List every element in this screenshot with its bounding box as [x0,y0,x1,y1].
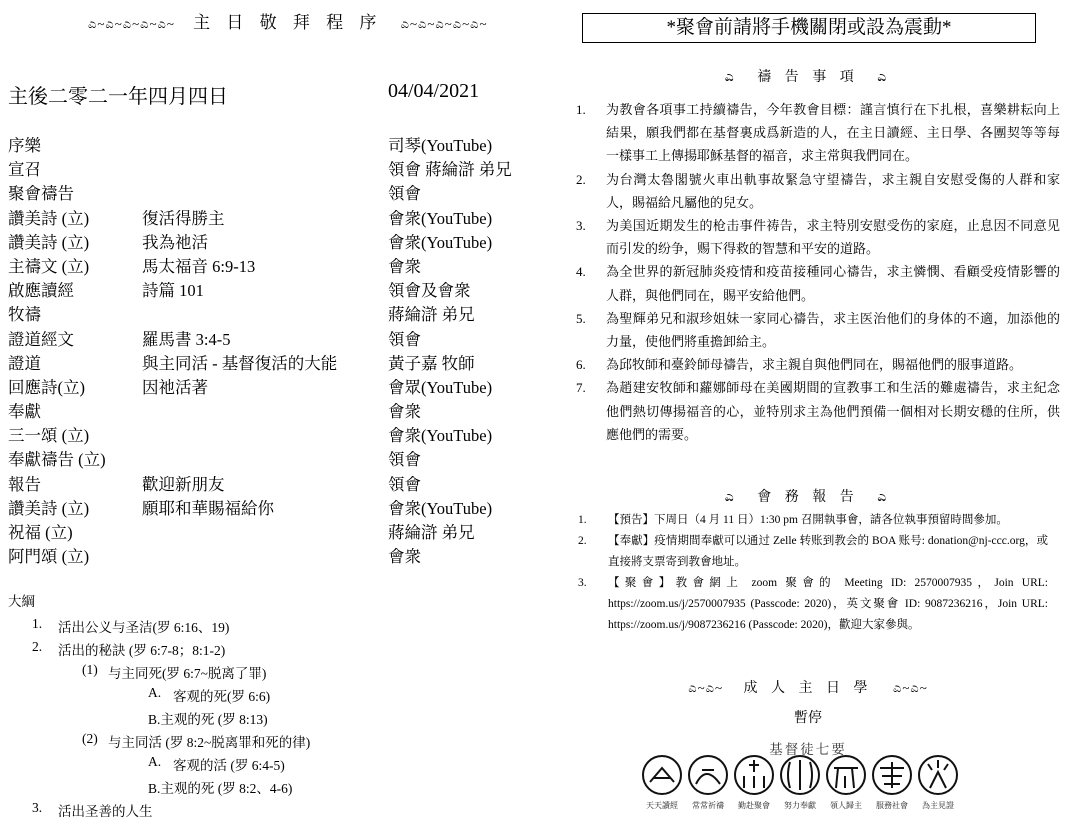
order-row [8,446,548,470]
order-item: 三一頌 (立) [8,426,90,446]
item-number: 1. [578,514,587,526]
seven-essentials-label: 為主見證 [922,801,954,810]
item-text: 為邱牧師和臺鈴師母禱告，求主親自與他們同在，賜福他們的服事道路。 [606,357,1023,373]
service-figure [880,762,904,788]
news-item [578,531,1048,573]
outline-text: 活出的秘訣 (罗 6:7-8；8:1-2) [58,643,226,658]
seven-essentials-label: 常常祈禱 [692,801,724,810]
order-item: 讚美詩 (立) [8,232,90,252]
order-row [8,301,548,325]
order-row [8,350,548,374]
prayer-item [576,168,1060,214]
seven-essentials-logo [640,754,970,814]
outline-label: 1. [32,616,43,631]
order-leader: 領會 [388,184,421,204]
sermon-outline [8,590,548,823]
outline-line [8,616,548,639]
ornament-icon: ಎ [877,490,892,505]
prayer-title-text: 禱 告 事 項 [757,70,859,85]
order-content: 馬太福音 6:9-13 [142,256,256,276]
order-item: 證道經文 [8,329,74,349]
date-chinese: 主後二零二一年四月四日 [8,86,228,108]
read-bible-icon [643,756,681,794]
order-leader: 會衆(YouTube) [388,232,493,252]
order-item: 啟應讀經 [8,281,74,301]
order-content: 羅馬書 3:4-5 [142,329,231,349]
order-item: 證道 [8,353,41,373]
order-leader: 會眾(YouTube) [388,377,493,397]
item-number: 1. [576,102,586,117]
seven-essentials-label: 努力奉獻 [784,801,816,810]
order-leader: 會衆 [388,256,421,276]
item-number: 6. [576,357,586,373]
seven-essentials-label: 勤赴聚會 [738,801,770,810]
order-row [8,253,548,277]
outline-label: A. [148,685,162,700]
evangelism-icon [827,756,865,794]
outline-line [8,662,548,685]
outline-line [8,639,548,662]
order-leader: 領會 蔣綸滸 弟兄 [388,160,512,180]
order-content: 與主同活 - 基督復活的大能 [142,353,338,373]
order-leader: 司琴(YouTube) [388,136,493,155]
item-number: 5. [576,310,586,326]
order-item: 讚美詩 (立) [8,498,90,518]
ornament-left: ಎ~ಎ~ಎ~ಎ~ಎ~ [88,16,175,31]
order-item: 阿門頌 (立) [8,547,90,567]
service-date [8,80,508,109]
prayer-item [576,353,1060,376]
item-text: 为美国近期发生的枪击事件祷告，求主特別安慰受伤的家庭，止息因不同意见而引发的纷争，赐下得救的智慧和平安的道路。 [606,218,1060,257]
date-numeric: 04/04/2021 [388,80,480,102]
order-item: 聚會禱告 [8,184,74,204]
order-item: 祝福 (立) [8,523,73,542]
prayer-item [576,98,1060,168]
order-content: 願耶和華賜福給你 [142,498,274,518]
news-item [578,573,1048,636]
pray-figure [696,770,720,784]
order-content: 復活得勝主 [142,208,225,228]
order-row [8,519,548,543]
ornament-icon: ಎ~ಎ~ [688,680,723,695]
order-row [8,422,548,446]
outline-label: (2) [82,731,98,746]
adult-class-status: 暫停 [794,711,822,726]
outline-text: 客观的死(罗 6:6) [173,689,271,704]
order-row [8,471,548,495]
outline-line [8,685,548,708]
seven-essentials-label: 領人歸主 [830,801,862,810]
order-item: 宣召 [8,160,41,180]
prayer-section-title [582,66,1034,86]
order-leader: 會衆(YouTube) [388,498,493,518]
order-content: 詩篇 101 [142,281,204,301]
order-row [8,543,548,567]
prayer-item [576,214,1060,260]
phone-notice-banner: *聚會前請將手機關閉或設為震動* [582,13,1036,43]
order-leader: 領會 [388,474,421,494]
order-leader: 會衆(YouTube) [388,208,493,228]
prayer-item [576,260,1060,306]
item-number: 3. [578,577,587,589]
item-text: 為趙建安牧師和蘿娜師母在美國期間的宣教事工和生活的難處禱告，求主紀念他們熱切傳揚福音的心，並特別求主為他們預備一個相对长期安穩的住所，供應他們的需要。 [606,380,1060,442]
order-leader: 會衆(YouTube) [388,426,493,446]
order-content: 因祂活著 [142,377,208,397]
outline-label: 2. [32,639,43,654]
item-number: 2. [576,171,586,187]
order-row [8,156,548,180]
outline-text: 与主同死(罗 6:7~脱离了罪) [108,666,267,681]
ornament-icon: ಎ [877,70,892,85]
outline-label: (1) [82,662,98,677]
item-text: 【聚會】教會網上 zoom 聚會的 Meeting ID: 2570007935，Join URL: https://zoom.us/j/2570007935 (Passcode: 2020)，英文聚會 ID: 9087236216，Join URL: https://zoom.us/j/9087236216 (Passcode: 2020)，歡迎大家參與。 [608,577,1048,631]
outline-text: 活出圣善的人生 [58,804,153,819]
item-number: 7. [576,380,586,396]
order-row [8,277,548,301]
ornament-icon: ಎ [724,490,739,505]
order-item: 奉獻禱告 (立) [8,450,106,470]
order-leader: 領會及會衆 [388,281,471,301]
ornament-right: ಎ~ಎ~ಎ~ಎ~ಎ~ [400,16,488,31]
order-item: 序樂 [8,136,41,155]
item-number: 2. [578,535,587,547]
worship-order [8,132,548,567]
outline-line [8,800,548,823]
order-leader: 會衆 [388,402,421,422]
order-row [8,326,548,350]
outline-text: 与主同活 (罗 8:2~脱离罪和死的律) [108,735,311,750]
order-row [8,132,548,156]
order-content: 我為祂活 [142,232,208,252]
item-text: 【奉獻】疫情期間奉獻可以通过 Zelle 转账到教会的 BOA 账号: donation@nj-ccc.org，或直接將支票寄到教會地址。 [608,535,1048,568]
outline-text: 活出公义与圣洁(罗 6:16、19) [58,620,230,635]
news-section-title [582,486,1034,506]
prayer-item [576,376,1060,446]
item-text: 为台灣太魯閣號火車出軌事故緊急守望禱告，求主親自安慰受傷的人群和家人，賜福給凡屬他的兒女。 [606,171,1060,210]
outline-label: 3. [32,800,43,815]
item-text: 为教會各項事工持續禱告，今年教會目標：謹言慎行在下扎根，喜樂耕耘向上結果，願我們都在基督裏成爲新造的人，在主日讀經、主日學、各團契等等每一樣事工上傳揚耶穌基督的福音，求主常與我們同在。 [606,102,1060,164]
page-header [88,8,488,33]
outline-label: A. [148,754,162,769]
adult-class-title-text: 成 人 主 日 學 [743,681,873,696]
order-leader: 蔣綸滸 弟兄 [388,523,475,542]
witness-figure [928,760,948,788]
item-number: 4. [576,264,586,280]
ornament-icon: ಎ~ಎ~ [893,680,928,695]
ornament-icon: ಎ [724,70,739,85]
order-item: 奉獻 [8,402,41,422]
item-text: 為聖輝弟兄和淑珍姐妹一家同心禱告，求主医治他们的身体的不適，加添他的力量，使他們將重擔卸給主。 [606,310,1060,350]
offering-figure [788,760,812,790]
order-content: 歡迎新朋友 [142,474,225,494]
news-title-text: 會 務 報 告 [757,490,859,505]
outline-line [8,708,548,731]
item-number: 3. [576,218,586,234]
page-title: 主 日 敬 拜 程 序 [193,13,383,32]
outline-text: B.主观的死 (罗 8:2、4-6) [148,781,293,796]
outline-line [8,754,548,777]
seven-essentials-title: 基督徒七要 [769,742,847,757]
order-row [8,398,548,422]
adult-class-title [582,677,1034,697]
church-figure [744,760,764,788]
order-leader: 會衆 [388,547,421,567]
outline-title: 大綱 [8,594,35,609]
order-item: 回應詩(立) [8,377,85,397]
item-text: 為全世界的新冠肺炎疫情和疫苗接種同心禱告，求主憐憫、看顧受疫情影響的人群，與他們同在，賜平安給他們。 [606,264,1060,303]
order-row [8,229,548,253]
news-list [578,510,1048,636]
order-item: 讚美詩 (立) [8,208,90,228]
prayer-item [576,307,1060,353]
outline-text: 客观的活 (罗 6:4-5) [173,758,285,773]
order-item: 主禱文 (立) [8,256,90,276]
order-leader: 領會 [388,329,421,349]
evangelism-figure [834,768,858,788]
outline-text: B.主观的死 (罗 8:13) [148,712,268,727]
prayer-list [576,98,1060,446]
order-leader: 蔣綸滸 弟兄 [388,305,475,325]
seven-essentials-label: 服務社會 [876,801,908,810]
order-row [8,180,548,204]
order-row [8,205,548,229]
order-item: 報告 [8,474,41,494]
order-leader: 領會 [388,450,421,470]
news-item [578,510,1048,531]
order-row [8,374,548,398]
order-item: 牧禱 [8,305,41,325]
outline-line [8,777,548,800]
order-row [8,495,548,519]
outline-line [8,731,548,754]
read-bible-figure [650,768,674,782]
seven-essentials-label: 天天讀經 [646,801,678,810]
item-text: 【預告】下周日（4 月 11 日）1:30 pm 召開執事會，請各位執事預留時間參加。 [608,514,1008,526]
order-leader: 黃子嘉 牧師 [388,353,475,373]
